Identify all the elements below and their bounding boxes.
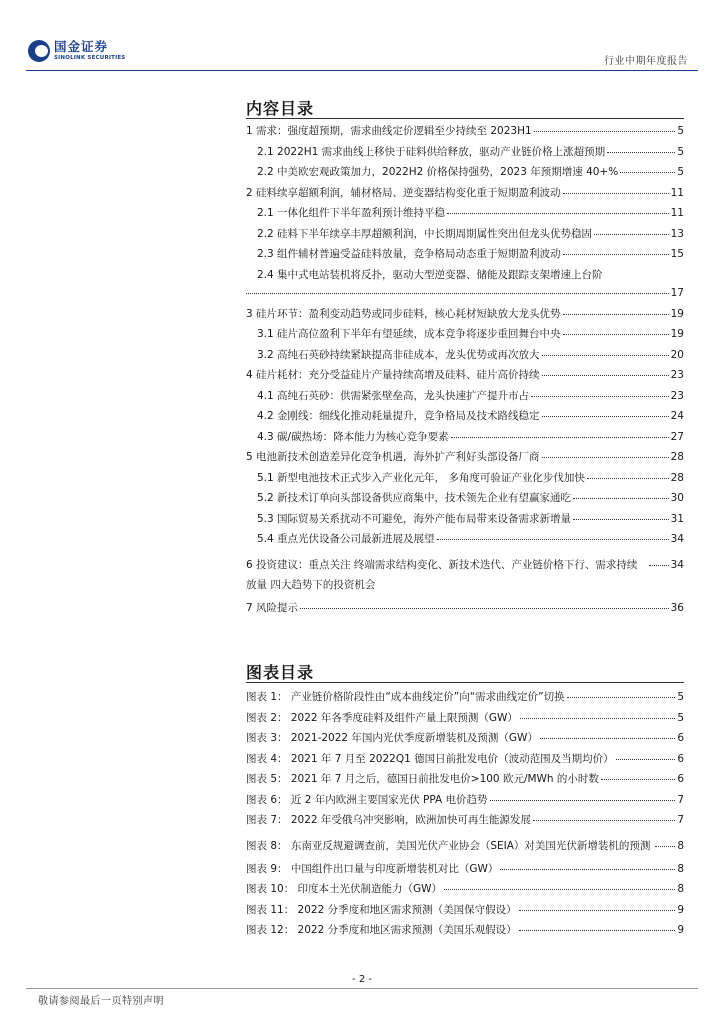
toc-entry[interactable]: 6 投资建议：重点关注 终端需求结构变化、新技术迭代、产业链价格下行、需求持续放量 四大趋势下的投资机会 34: [246, 558, 684, 591]
logo-english-name: SINOLINK SECURITIES: [54, 54, 126, 61]
disclaimer-note: 敬请参阅最后一页特别声明: [38, 996, 164, 1007]
toc-entry[interactable]: 3.2 高纯石英砂持续紧缺提高非硅成本，龙头优势或再次放大 20: [257, 348, 684, 361]
toc-entry[interactable]: 1 需求：强度超预期，需求曲线定价逻辑至少持续至 2023H1 5: [246, 125, 684, 137]
figure-entry[interactable]: 图表 7： 2022 年受俄乌冲突影响，欧洲加快可再生能源发展 7: [246, 814, 684, 826]
company-logo: [28, 40, 125, 62]
figure-entry[interactable]: 图表 2： 2022 年各季度硅料及组件产量上限预测（GW） 5: [246, 711, 684, 724]
page-number: - 2 -: [352, 974, 372, 985]
table-of-contents: [246, 126, 684, 613]
toc-entry[interactable]: 7 风险提示 36: [246, 601, 684, 614]
list-of-figures: [246, 692, 684, 936]
figures-title: 图表目录: [246, 663, 315, 682]
toc-title: 内容目录: [246, 99, 315, 118]
toc-entry[interactable]: 4.1 高纯石英砂：供需紧张壁垒高，龙头快速扩产提升市占 23: [257, 389, 684, 402]
toc-entry[interactable]: 2.1 一体化组件下半年盈利预计维持平稳 11: [257, 207, 684, 219]
toc-entry[interactable]: 5.3 国际贸易关系扰动不可避免，海外产能布局带来设备需求新增量 31: [257, 512, 684, 525]
toc-entry[interactable]: 2.3 组件辅材普遍受益硅料放量，竞争格局动态重于短期盈利波动 15: [257, 248, 684, 260]
toc-entry[interactable]: 4.2 金刚线：细线化推动耗量提升，竞争格局及技术路线稳定 24: [257, 410, 684, 422]
footer-divider: [26, 988, 698, 989]
figure-entry[interactable]: 图表 12： 2022 分季度和地区需求预测（美国乐观假设） 9: [246, 924, 684, 936]
logo-chinese-name: 国金证券: [54, 39, 109, 54]
figure-entry[interactable]: 图表 8： 东南亚反规避调查前，美国光伏产业协会（SEIA）对美国光伏新增装机的预测 8: [246, 839, 684, 852]
report-type-label: 行业中期年度报告: [604, 56, 688, 67]
toc-entry[interactable]: 5.1 新型电池技术正式步入产业化元年， 多角度可验证产业化步伐加快 28: [257, 471, 684, 484]
toc-entry[interactable]: 5 电池新技术创造差异化竞争机遇，海外扩产利好头部设备厂商 28: [246, 451, 684, 463]
toc-entry[interactable]: 4 硅片耗材：充分受益硅片产量持续高增及硅料、硅片高价持续 23: [246, 369, 684, 381]
toc-title-divider: [246, 118, 684, 119]
toc-entry[interactable]: 2.1 2022H1 需求曲线上移快于硅料供给释放，驱动产业链价格上涨超预期 5: [257, 145, 684, 158]
figure-entry[interactable]: 图表 11： 2022 分季度和地区需求预测（美国保守假设） 9: [246, 903, 684, 916]
figure-entry[interactable]: 图表 1： 产业链价格阶段性由“成本曲线定价”向“需求曲线定价”切换 5: [246, 691, 684, 703]
toc-entry[interactable]: 3 硅片环节：盈利变动趋势或同步硅料，核心耗材短缺放大龙头优势 19: [246, 307, 684, 320]
toc-entry[interactable]: 2.4 集中式电站装机将反扑，驱动大型逆变器、储能及跟踪支架增速上台阶 17: [246, 270, 684, 299]
figure-entry[interactable]: 图表 3： 2021-2022 年国内光伏季度新增装机及预测（GW） 6: [246, 732, 684, 744]
header-divider: [26, 70, 698, 71]
toc-entry[interactable]: 2.2 硅料下半年续享丰厚超额利润，中长期周期属性突出但龙头优势稳固 13: [257, 227, 684, 240]
figure-entry[interactable]: 图表 9： 中国组件出口量与印度新增装机对比（GW） 8: [246, 862, 684, 875]
toc-entry[interactable]: 2.2 中美欧宏观政策加力，2022H2 价格保持强势，2023 年预期增速 40+% 5: [257, 166, 684, 178]
figure-entry[interactable]: 图表 10： 印度本土光伏制造能力（GW） 8: [246, 883, 684, 895]
figure-entry[interactable]: 图表 6： 近 2 年内欧洲主要国家光伏 PPA 电价趋势 7: [246, 793, 684, 806]
figures-title-divider: [246, 682, 684, 683]
figure-entry[interactable]: 图表 5： 2021 年 7 月之后，德国日前批发电价>100 欧元/MWh 的小时数 6: [246, 773, 684, 785]
figure-entry[interactable]: 图表 4： 2021 年 7 月至 2022Q1 德国日前批发电价（波动范围及当期均价） 6: [246, 752, 684, 765]
toc-entry[interactable]: 5.4 重点光伏设备公司最新进展及展望 34: [257, 533, 684, 545]
toc-entry[interactable]: 3.1 硅片高位盈利下半年有望延续，成本竞争将逐步重回舞台中央 19: [257, 328, 684, 340]
toc-entry[interactable]: 4.3 碳/碳热场：降本能力为核心竞争要素 27: [257, 430, 684, 443]
toc-entry[interactable]: 5.2 新技术订单向头部设备供应商集中，技术领先企业有望赢家通吃 30: [257, 492, 684, 504]
toc-entry[interactable]: 2 硅料续享超额利润，辅材格局、逆变器结构变化重于短期盈利波动 11: [246, 186, 684, 199]
logo-icon: [28, 40, 50, 62]
